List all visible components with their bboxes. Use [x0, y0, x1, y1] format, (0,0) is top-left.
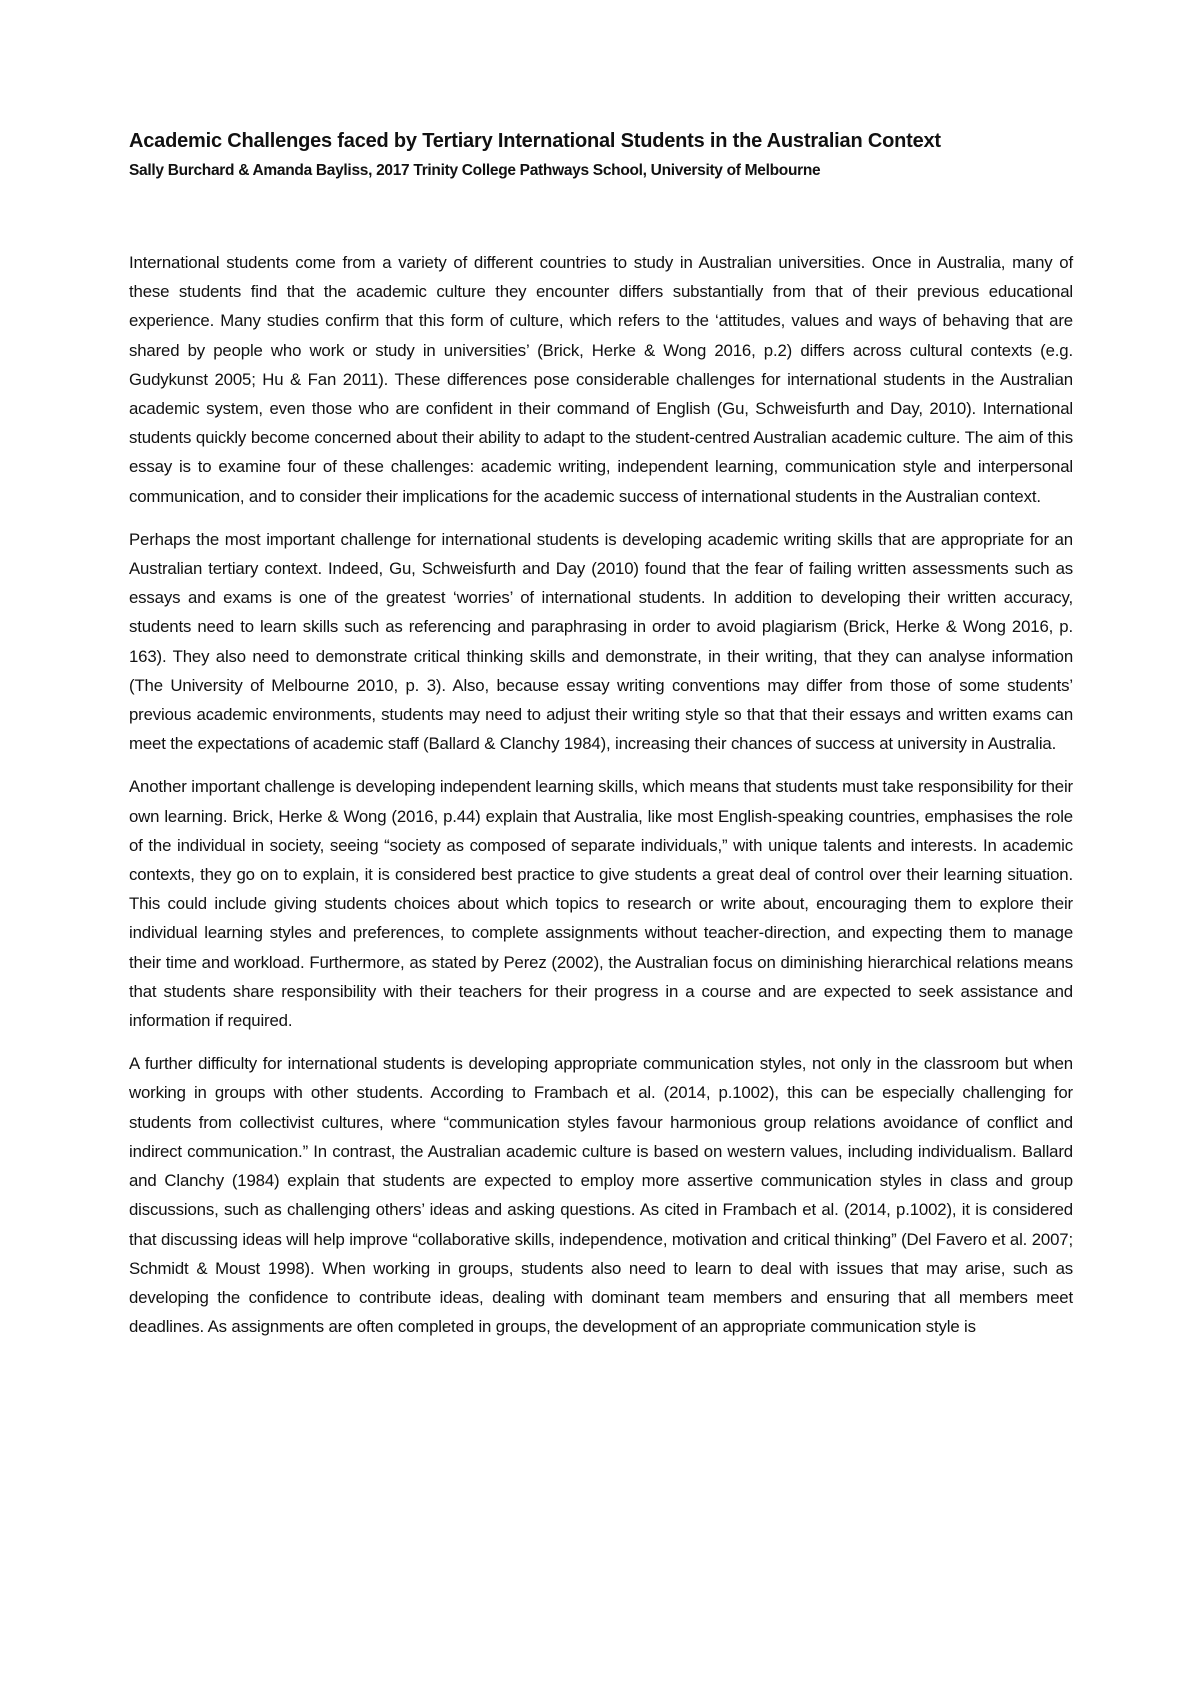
- paragraph-communication-style: A further difficulty for international students is developing appropriate communication styles, not only in the classroom but when working in groups with other students. According to Frambach et al. (2014, p.1002), this can be especially challenging for students from collectivist cultures, where “communication styles favour harmonious group relations avoidance of conflict and indirect communication.” In contrast, the Australian academic culture is based on western values, including individualism. Ballard and Clanchy (1984) explain that students are expected to employ more assertive communication styles in class and group discussions, such as challenging others’ ideas and asking questions. As cited in Frambach et al. (2014, p.1002), it is considered that discussing ideas will help improve “collaborative skills, independence, motivation and critical thinking” (Del Favero et al. 2007; Schmidt & Moust 1998). When working in groups, students also need to learn to deal with issues that may arise, such as developing the confidence to contribute ideas, dealing with dominant team members and ensuring that all members meet deadlines. As assignments are often completed in groups, the development of an appropriate communication style is: [129, 1054, 1073, 1337]
- paragraph-academic-writing: Perhaps the most important challenge for international students is developing academic writing skills that are appropriate for an Australian tertiary context. Indeed, Gu, Schweisfurth and Day (2010) found that the fear of failing written assessments such as essays and exams is one of the greatest ‘worries’ of international students. In addition to developing their written accuracy, students need to learn skills such as referencing and paraphrasing in order to avoid plagiarism (Brick, Herke & Wong 2016, p. 163). They also need to demonstrate critical thinking skills and demonstrate, in their writing, that they can analyse information (The University of Melbourne 2010, p. 3). Also, because essay writing conventions may differ from those of some students’ previous academic environments, students may need to adjust their writing style so that that their essays and written exams can meet the expectations of academic staff (Ballard & Clanchy 1984), increasing their chances of success at university in Australia.: [129, 529, 1073, 754]
- document-body: [129, 248, 1073, 1355]
- paragraph-independent-learning: Another important challenge is developing independent learning skills, which means that students must take responsibility for their own learning. Brick, Herke & Wong (2016, p.44) explain that Australia, like most English-speaking countries, emphasises the role of the individual in society, seeing “society as composed of separate individuals,” with unique talents and interests. In academic contexts, they go on to explain, it is considered best practice to give students a great deal of control over their learning situation. This could include giving students choices about which topics to research or write about, encouraging them to explore their individual learning styles and preferences, to complete assignments without teacher-direction, and expecting them to manage their time and workload. Furthermore, as stated by Perez (2002), the Australian focus on diminishing hierarchical relations means that students share responsibility with their teachers for their progress in a course and are expected to seek assistance and information if required.: [129, 777, 1073, 1031]
- paragraph-introduction: International students come from a variety of different countries to study in Australian universities. Once in Australia, many of these students find that the academic culture they encounter differs substantially from that of their previous educational experience. Many studies confirm that this form of culture, which refers to the ‘attitudes, values and ways of behaving that are shared by people who work or study in universities’ (Brick, Herke & Wong 2016, p.2) differs across cultural contexts (e.g. Gudykunst 2005; Hu & Fan 2011). These differences pose considerable challenges for international students in the Australian academic system, even those who are confident in their command of English (Gu, Schweisfurth and Day, 2010). International students quickly become concerned about their ability to adapt to the student-centred Australian academic culture. The aim of this essay is to examine four of these challenges: academic writing, independent learning, communication style and interpersonal communication, and to consider their implications for the academic success of international students in the Australian context.: [129, 253, 1073, 506]
- document-subtitle: Sally Burchard & Amanda Bayliss, 2017 Trinity College Pathways School, University of Melbourne: [129, 162, 821, 179]
- document-title: Academic Challenges faced by Tertiary International Students in the Australian Context: [129, 130, 941, 152]
